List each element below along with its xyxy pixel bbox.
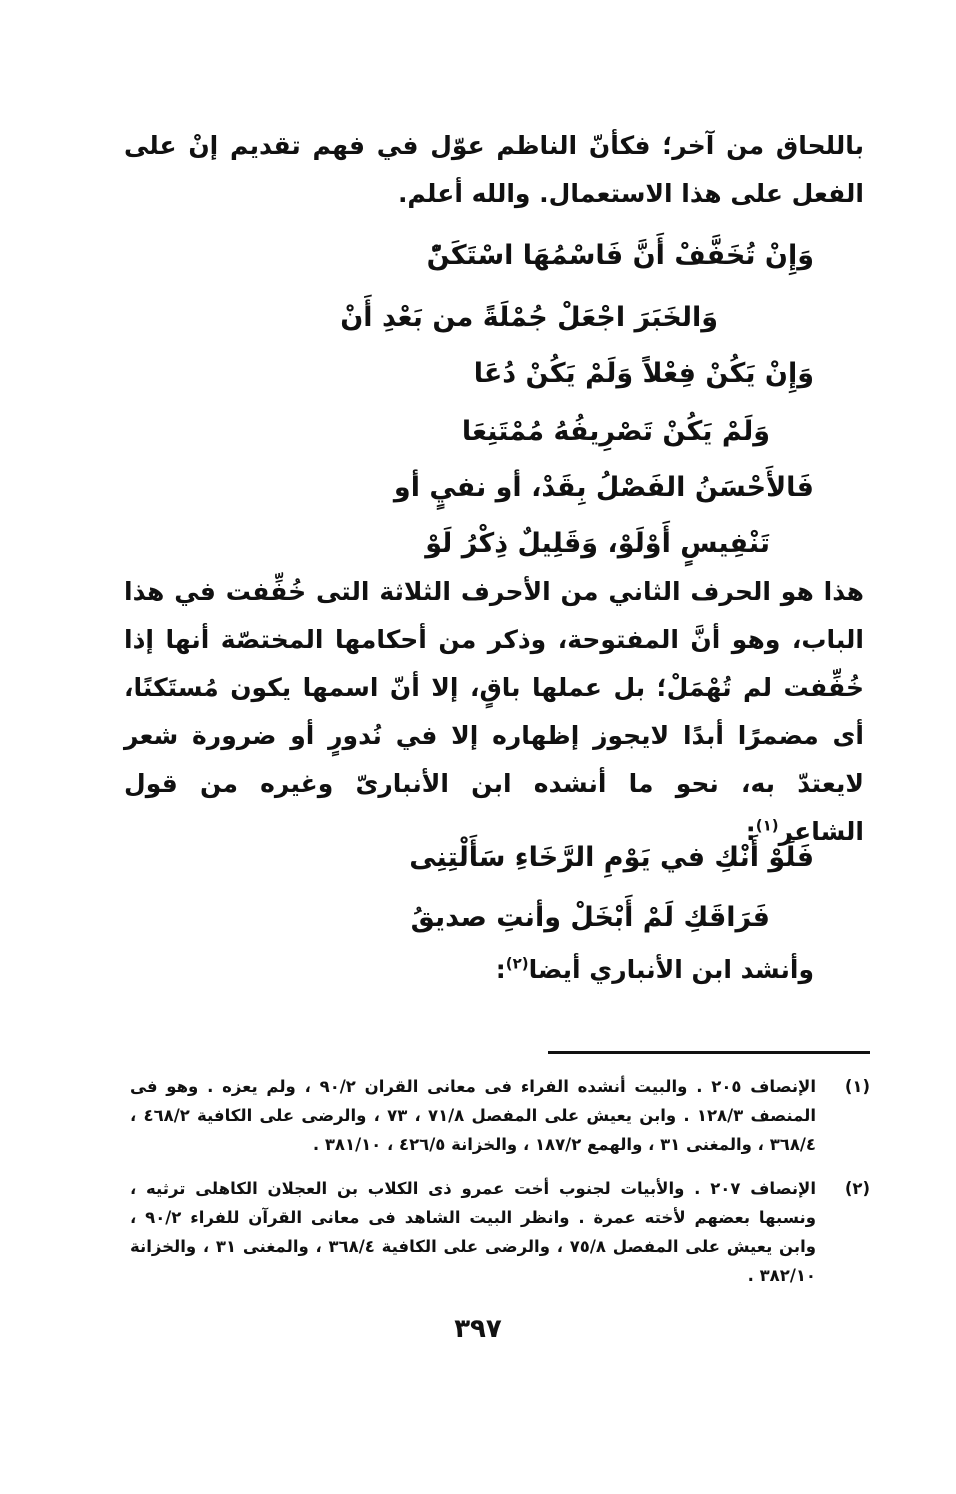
poem-line-1: فَلَوْ أَنْكِ في يَوْمِ الرَّخَاءِ سَأَلْتِنِى [409,842,814,873]
footnote-ref-2: (٢) [505,954,529,973]
footnote-ref-1: (١) [755,816,779,835]
footnote-1-number: (١) [844,1077,870,1096]
paragraph-2 [124,568,864,856]
paragraph-1: باللحاق من آخر؛ فكأنّ الناظم عوّل في فهم تقديم إنْ على الفعل على هذا الاستعمال. والله أعلم. [124,131,864,208]
intro-text: وأنشد ابن الأنباري أيضا [528,955,814,984]
paragraph-2-text: هذا هو الحرف الثاني من الأحرف الثلاثة التى خُفِّفت في هذا الباب، وهو أنَّ المفتوحة، وذكر من أحكامها المختصّة أنها إذا خُفِّفت لم تُهْمَلْ؛ بل عملها باقٍ، إلا أنّ اسمها يكون مُستَكنًا، أى مضمرًا أبدًا لايجوز إظهاره إلا في نُدورٍ أو ضرورة شعر لايعتدّ به، نحو ما أنشده ابن الأنبارىّ وغيره من قول الشاعر [124,577,864,846]
intro-line [496,950,814,990]
footnote-2-number: (٢) [844,1179,870,1198]
paragraph-2-colon: : [745,817,756,846]
verse-line-2: وَالخَبَرَ اجْعَلْ جُمْلَةً من بَعْدِ أَنْ [340,302,718,333]
page-number: ٣٩٧ [454,1314,502,1344]
footnote-2 [130,1174,870,1290]
footnote-1 [130,1072,870,1159]
verse-line-5: فَالأَحْسَنُ الفَصْلُ بِقَدْ، أو نفيٍ أو [393,472,814,503]
footnote-2-text: الإنصاف ٢٠٧ . والأبيات لجنوب أخت عمرو ذى الكلاب بن العجلان الكاهلى ترثيه ، ونسبها بعضهم لأخته عمرة . وانظر البيت الشاهد فى معانى القرآن للفراء ٩٠/٢ ، وابن يعيش على المفصل ٧٥/٨ ، والرضى على الكافية ٣٦٨/٤ ، والمغنى ٣١ ، والخزانة ٣٨٢/١٠ . [130,1179,816,1285]
intro-colon: : [495,955,506,984]
verse-line-3: وَإِنْ يَكُنْ فِعْلاً وَلَمْ يَكُنْ دُعَا [473,358,814,389]
verse-line-1: وَإِنْ تُخَفَّفْ أَنَّ فَاسْمُهَا اسْتَكَنّْ [426,240,814,271]
verse-line-6: تَنْفِيسٍ أَوْلَوْ، وَقَلِيلٌ ذِكْرُ لَوْ [425,528,770,559]
poem-line-2: فَرَاقَكِ لَمْ أَبْخَلْ وأنتِ صديقُ [410,902,770,933]
verse-line-4: وَلَمْ يَكُنْ تَصْرِيفُهُ مُمْتَنِعَا [461,416,770,447]
footnote-divider [548,1051,870,1054]
footnote-1-text: الإنصاف ٢٠٥ . والبيت أنشده الفراء فى معانى القران ٩٠/٢ ، ولم يعزه . وهو فى المنصف ١٢٨/٣ . وابن يعيش على المفصل ٧١/٨ ، ٧٣ ، والرضى على الكافية ٤٦٨/٢ ، ٣٦٨/٤ ، والمغنى ٣١ ، والهمع ١٨٧/٢ ، والخزانة ٤٢٦/٥ ، ٣٨١/١٠ . [130,1077,817,1154]
